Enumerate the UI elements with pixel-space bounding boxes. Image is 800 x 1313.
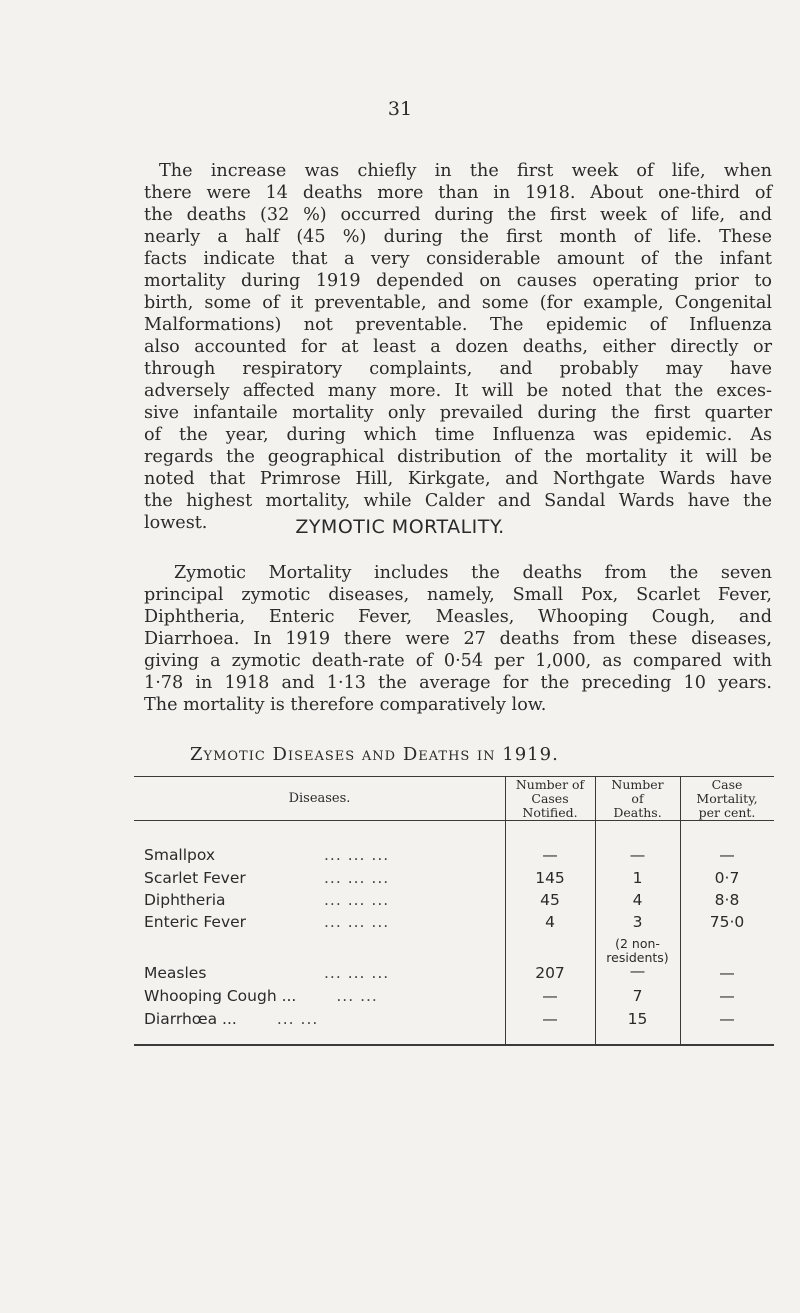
- text-line: The increase was chiefly in the first week of life, when: [159, 161, 772, 181]
- text-line: Diarrhoea. In 1919 there were 27 deaths from these diseases,: [144, 629, 772, 649]
- text-line: sive infantaile mortality only prevailed during the first quarter: [144, 403, 772, 423]
- leader-dots: ... ...: [276, 1010, 319, 1028]
- page-number: 31: [387, 98, 413, 120]
- disease-name: Diphtheria: [144, 891, 226, 909]
- text-line: 1·78 in 1918 and 1·13 the average for the preceding 10 years.: [144, 673, 772, 693]
- note-line: (2 non-: [615, 936, 660, 951]
- deaths-cell: —: [629, 962, 646, 980]
- text-line: there were 14 deaths more than in 1918. About one-third of: [144, 183, 772, 203]
- header-line: Deaths.: [613, 805, 662, 820]
- deaths-cell: —: [629, 846, 646, 864]
- header-deaths: [595, 778, 680, 820]
- text-line: also accounted for at least a dozen deaths, either directly or: [144, 337, 772, 357]
- table-title: Zymotic Diseases and Deaths in 1919.: [190, 744, 559, 765]
- deaths-cell: 1: [632, 869, 643, 887]
- text-line: through respiratory complaints, and probably may have: [144, 359, 772, 379]
- text-line: mortality during 1919 depended on causes operating prior to: [144, 271, 772, 291]
- header-case-mortality: [680, 778, 774, 820]
- text-line: giving a zymotic death-rate of 0·54 per 1,000, as compared with: [144, 651, 772, 671]
- deaths-cell: 3: [632, 913, 643, 931]
- cases-cell: 4: [545, 913, 555, 931]
- mortality-cell: —: [719, 1010, 735, 1028]
- leader-dots: ... ... ...: [324, 913, 390, 931]
- header-line: of: [631, 791, 644, 806]
- leader-dots: ... ... ...: [324, 869, 390, 887]
- header-line: Notified.: [522, 805, 578, 820]
- deaths-cell: 15: [627, 1010, 648, 1028]
- deaths-cell: 7: [632, 987, 643, 1005]
- mortality-cell: 8·8: [714, 891, 740, 909]
- mortality-cell: —: [719, 964, 735, 982]
- cases-cell: 207: [535, 964, 565, 982]
- mortality-cell: 75·0: [709, 913, 745, 931]
- disease-name: Diarrhœa ...: [144, 1010, 237, 1028]
- table-bottom-rule: [134, 1044, 774, 1046]
- leader-dots: ... ... ...: [324, 891, 390, 909]
- cases-cell: —: [542, 1010, 558, 1028]
- cases-cell: 45: [540, 891, 560, 909]
- disease-name: Measles: [144, 964, 207, 982]
- text-line: the deaths (32 %) occurred during the first week of life, and: [144, 205, 772, 225]
- text-line: Malformations) not preventable. The epidemic of Influenza: [144, 315, 772, 335]
- paragraph-zymotic-mortality: [144, 562, 772, 716]
- leader-dots: ... ...: [336, 987, 378, 1005]
- section-heading: ZYMOTIC MORTALITY.: [295, 516, 505, 538]
- header-line: Mortality,: [696, 791, 758, 806]
- header-diseases: Diseases.: [288, 791, 351, 806]
- mortality-cell: —: [719, 987, 735, 1005]
- text-line: principal zymotic diseases, namely, Small Pox, Scarlet Fever,: [144, 585, 772, 605]
- table-header-rule: [134, 820, 774, 821]
- mortality-cell: 0·7: [714, 869, 740, 887]
- paragraph-infant-mortality: [144, 160, 772, 534]
- disease-name: Smallpox: [144, 846, 216, 864]
- text-line: facts indicate that a very considerable amount of the infant: [144, 249, 772, 269]
- deaths-cell: 4: [632, 891, 643, 909]
- text-line: birth, some of it preventable, and some (for example, Congenital: [144, 293, 772, 313]
- text-line: The mortality is therefore comparatively low.: [144, 695, 547, 715]
- table-top-rule: [134, 776, 774, 777]
- text-line: of the year, during which time Influenza was epidemic. As: [144, 425, 772, 445]
- non-residents-note: [595, 937, 680, 965]
- disease-name: Scarlet Fever: [144, 869, 246, 887]
- disease-name: Whooping Cough ...: [144, 987, 297, 1005]
- disease-name: Enteric Fever: [144, 913, 247, 931]
- text-line: the highest mortality, while Calder and Sandal Wards have the: [144, 491, 772, 511]
- mortality-cell: —: [719, 846, 735, 864]
- note-line: residents): [606, 950, 669, 965]
- cases-cell: 145: [535, 869, 565, 887]
- text-line: Zymotic Mortality includes the deaths from the seven: [174, 563, 772, 583]
- text-line: nearly a half (45 %) during the first month of life. These: [144, 227, 772, 247]
- header-line: Number of: [515, 777, 585, 792]
- text-line: Diphtheria, Enteric Fever, Measles, Whooping Cough, and: [144, 607, 772, 627]
- header-line: Cases: [531, 791, 569, 806]
- text-line: regards the geographical distribution of the mortality it will be: [144, 447, 772, 467]
- text-line: noted that Primrose Hill, Kirkgate, and Northgate Wards have: [144, 469, 772, 489]
- text-line: lowest.: [144, 513, 208, 533]
- leader-dots: ... ... ...: [324, 846, 390, 864]
- cases-cell: —: [542, 846, 558, 864]
- header-line: Case: [711, 777, 743, 792]
- header-cases-notified: [505, 778, 595, 820]
- text-line: adversely affected many more. It will be noted that the exces-: [144, 381, 772, 401]
- cases-cell: —: [542, 987, 558, 1005]
- header-line: per cent.: [698, 805, 756, 820]
- leader-dots: ... ... ...: [324, 964, 390, 982]
- header-line: Number: [611, 777, 664, 792]
